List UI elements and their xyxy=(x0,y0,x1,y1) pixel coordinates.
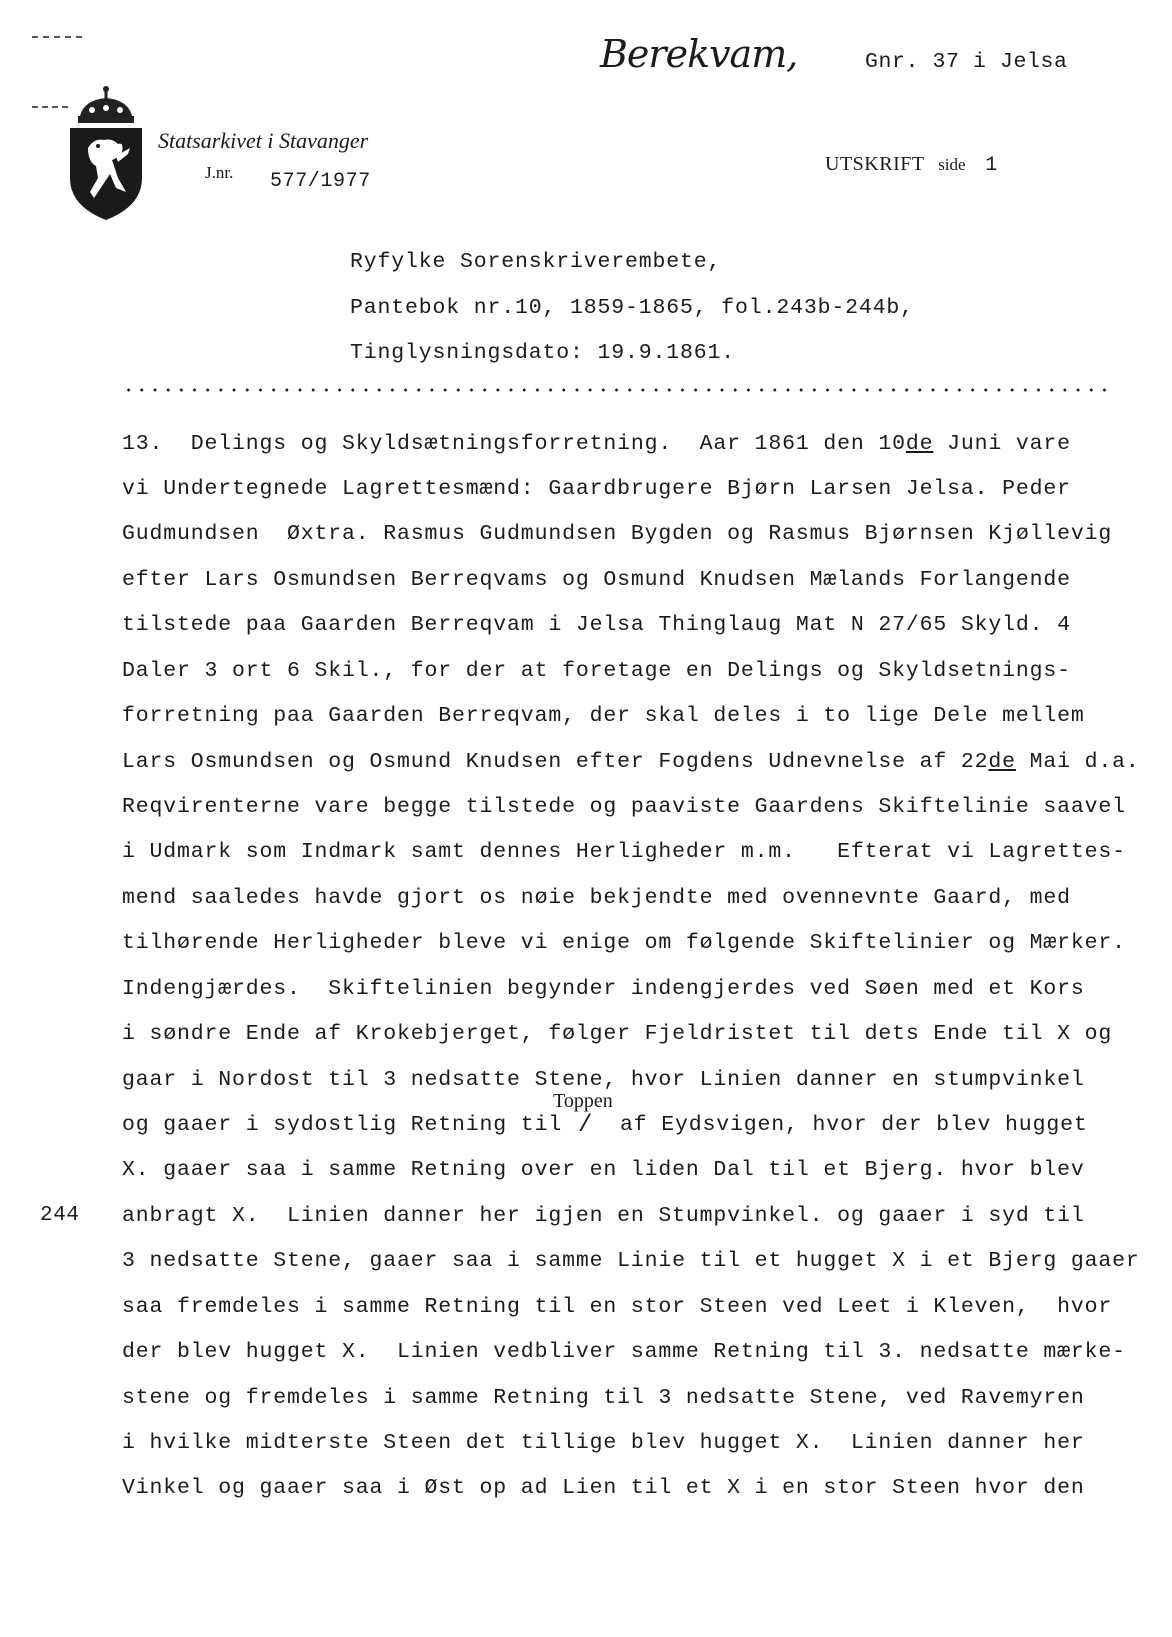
side-word: side xyxy=(938,155,966,174)
archive-name: Statsarkivet i Stavanger xyxy=(158,128,369,153)
jnr-value: 577/1977 xyxy=(270,170,371,193)
body-line-20: saa fremdeles i samme Retning til en stor Steen ved Leet i Kleven, hvor xyxy=(122,1295,1113,1319)
body-line-21: der blev hugget X. Linien vedbliver samme Retning til 3. nedsatte mærke- xyxy=(122,1340,1126,1364)
jnr-label: J.nr. xyxy=(205,163,234,182)
body-line-2: vi Undertegnede Lagrettesmænd: Gaardbrugere Bjørn Larsen Jelsa. Peder xyxy=(122,477,1071,501)
body-line-11: mend saaledes havde gjort os nøie bekjendte med ovennevnte Gaard, med xyxy=(122,886,1071,910)
body-line-24: Vinkel og gaaer saa i Øst op ad Lien til et X i en stor Steen hvor den xyxy=(122,1476,1085,1500)
insertion-text: Toppen xyxy=(553,1090,613,1112)
body-line-16a: og gaaer i sydostlig Retning til xyxy=(122,1113,563,1137)
body-line-1: 13. Delings og Skyldsætningsforretning. Aar 1861 den 10de Juni vare xyxy=(122,432,1071,456)
margin-note: 244 xyxy=(40,1204,80,1227)
body-line-10: i Udmark som Indmark samt dennes Herligheder m.m. Efterat vi Lagrettes- xyxy=(122,840,1126,864)
norway-coat-of-arms-icon xyxy=(66,82,146,222)
body-line-17: X. gaaer saa i samme Retning over en liden Dal til et Bjerg. hvor blev xyxy=(122,1158,1085,1182)
body-line-4: efter Lars Osmundsen Berreqvams og Osmund Knudsen Mælands Forlangende xyxy=(122,568,1071,592)
corner-mark-mid xyxy=(32,106,68,110)
body-line-8: Lars Osmundsen og Osmund Knudsen efter Fogdens Udnevnelse af 22de Mai d.a. xyxy=(122,750,1140,774)
dotted-separator xyxy=(122,388,1107,392)
body-line-23: i hvilke midterste Steen det tillige blev hugget X. Linien danner her xyxy=(122,1431,1085,1455)
body-line-7: forretning paa Gaarden Berreqvam, der skal deles i to lige Dele mellem xyxy=(122,704,1085,728)
body-line-3: Gudmundsen Øxtra. Rasmus Gudmundsen Bygden og Rasmus Bjørnsen Kjøllevig xyxy=(122,522,1113,546)
body-line-14: i søndre Ende af Krokebjerget, følger Fjeldristet til dets Ende til X og xyxy=(122,1022,1113,1046)
gnr-label: Gnr. 37 i Jelsa xyxy=(865,50,1068,74)
body-line-15: gaar i Nordost til 3 nedsatte Stene, hvor Linien danner en stumpvinkel xyxy=(122,1068,1085,1092)
body-line-22: stene og fremdeles i samme Retning til 3 nedsatte Stene, ved Ravemyren xyxy=(122,1386,1085,1410)
side-number: 1 xyxy=(985,154,998,177)
body-line-18: anbragt X. Linien danner her igjen en Stumpvinkel. og gaaer i syd til xyxy=(122,1204,1085,1228)
body-line-16b: af Eydsvigen, hvor der blev hugget xyxy=(620,1113,1088,1137)
body-line-19: 3 nedsatte Stene, gaaer saa i samme Linie til et hugget X i et Bjerg gaaer xyxy=(122,1249,1140,1273)
utskrift-word: UTSKRIFT xyxy=(825,153,925,175)
corner-mark-top xyxy=(32,36,82,40)
body-line-12: tilhørende Herligheder bleve vi enige om følgende Skiftelinier og Mærker. xyxy=(122,931,1126,955)
source-line-2: Pantebok nr.10, 1859-1865, fol.243b-244b, xyxy=(350,296,914,320)
body-line-5: tilstede paa Gaarden Berreqvam i Jelsa Thinglaug Mat N 27/65 Skyld. 4 xyxy=(122,613,1071,637)
utskrift-label xyxy=(825,153,998,177)
body-line-9: Reqvirenterne vare begge tilstede og paaviste Gaardens Skiftelinie saavel xyxy=(122,795,1126,819)
insertion-mark: / xyxy=(578,1112,594,1139)
body-line-6: Daler 3 ort 6 Skil., for der at foretage en Delings og Skyldsetnings- xyxy=(122,659,1071,683)
source-line-1: Ryfylke Sorenskriverembete, xyxy=(350,250,722,274)
handwritten-name: Berekvam, xyxy=(600,32,798,76)
source-line-3: Tinglysningsdato: 19.9.1861. xyxy=(350,341,736,365)
body-line-13: Indengjærdes. Skiftelinien begynder indengjerdes ved Søen med et Kors xyxy=(122,977,1085,1001)
